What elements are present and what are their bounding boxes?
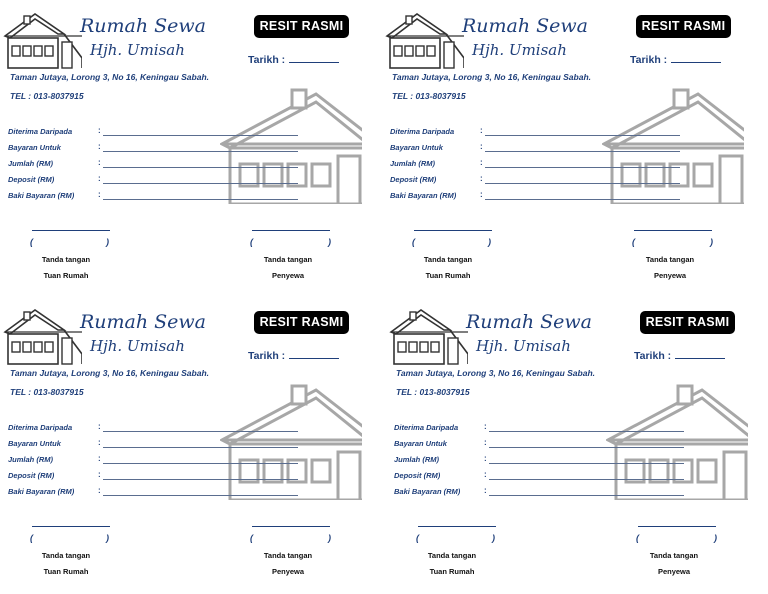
field-colon: : xyxy=(98,142,101,151)
paren-open: ( xyxy=(636,533,639,543)
house-logo-icon xyxy=(384,8,464,72)
field-label-baki: Baki Bayaran (RM) xyxy=(394,487,461,496)
field-line-bayaran xyxy=(485,151,680,152)
signature-line-owner xyxy=(418,526,496,527)
address: Taman Jutaya, Lorong 3, No 16, Keningau Sabah. xyxy=(10,368,210,378)
house-logo-icon xyxy=(388,304,468,368)
field-label-deposit: Deposit (RM) xyxy=(8,175,55,184)
field-line-diterima xyxy=(103,135,298,136)
field-label-baki: Baki Bayaran (RM) xyxy=(390,191,457,200)
official-receipt-badge: RESIT RASMI xyxy=(254,311,349,334)
signature-role-tenant: Penyewa xyxy=(271,567,305,576)
signature-label-owner: Tanda tangan xyxy=(423,255,473,264)
signature-label-owner: Tanda tangan xyxy=(41,255,91,264)
signature-label-tenant: Tanda tangan xyxy=(649,551,699,560)
field-line-deposit xyxy=(103,183,298,184)
owner-name: Hjh. Umisah xyxy=(472,41,567,59)
signature-label-owner: Tanda tangan xyxy=(41,551,91,560)
paren-open: ( xyxy=(30,237,33,247)
field-label-jumlah: Jumlah (RM) xyxy=(8,455,53,464)
field-line-jumlah xyxy=(485,167,680,168)
field-line-deposit xyxy=(103,479,298,480)
house-watermark-icon xyxy=(220,86,362,204)
field-label-jumlah: Jumlah (RM) xyxy=(8,159,53,168)
signature-line-tenant xyxy=(252,526,330,527)
field-label-diterima: Diterima Daripada xyxy=(390,127,455,136)
field-line-deposit xyxy=(485,183,680,184)
field-colon: : xyxy=(98,126,101,135)
signature-role-owner: Tuan Rumah xyxy=(43,271,89,280)
paren-open: ( xyxy=(412,237,415,247)
date-field xyxy=(630,53,721,66)
date-field xyxy=(634,349,725,362)
field-line-baki xyxy=(103,199,298,200)
house-logo-icon xyxy=(2,304,82,368)
paren-close: ) xyxy=(714,533,717,543)
owner-name: Hjh. Umisah xyxy=(90,41,185,59)
signature-line-tenant xyxy=(252,230,330,231)
field-colon: : xyxy=(480,174,483,183)
date-line xyxy=(675,349,725,359)
telephone: TEL : 013-8037915 xyxy=(10,91,84,101)
address: Taman Jutaya, Lorong 3, No 16, Keningau Sabah. xyxy=(10,72,210,82)
field-colon: : xyxy=(480,142,483,151)
field-line-baki xyxy=(103,495,298,496)
field-line-jumlah xyxy=(489,463,684,464)
house-watermark-icon xyxy=(220,382,362,500)
field-line-baki xyxy=(485,199,680,200)
field-line-bayaran xyxy=(103,151,298,152)
field-label-baki: Baki Bayaran (RM) xyxy=(8,487,75,496)
signature-role-owner: Tuan Rumah xyxy=(43,567,89,576)
date-field xyxy=(248,349,339,362)
signature-line-owner xyxy=(32,230,110,231)
signature-line-owner xyxy=(414,230,492,231)
house-watermark-icon xyxy=(602,86,744,204)
telephone: TEL : 013-8037915 xyxy=(10,387,84,397)
brand-title: Rumah Sewa xyxy=(80,15,207,37)
field-label-bayaran: Bayaran Untuk xyxy=(394,439,447,448)
signature-role-owner: Tuan Rumah xyxy=(425,271,471,280)
field-line-diterima xyxy=(103,431,298,432)
receipt-bottom-left xyxy=(2,300,362,592)
signature-label-tenant: Tanda tangan xyxy=(645,255,695,264)
signature-role-tenant: Penyewa xyxy=(657,567,691,576)
paren-open: ( xyxy=(250,237,253,247)
signature-label-tenant: Tanda tangan xyxy=(263,255,313,264)
field-colon: : xyxy=(480,126,483,135)
field-line-diterima xyxy=(489,431,684,432)
field-colon: : xyxy=(98,422,101,431)
field-label-bayaran: Bayaran Untuk xyxy=(8,439,61,448)
field-label-baki: Baki Bayaran (RM) xyxy=(8,191,75,200)
paren-close: ) xyxy=(492,533,495,543)
field-colon: : xyxy=(98,454,101,463)
field-line-jumlah xyxy=(103,167,298,168)
house-watermark-icon xyxy=(606,382,748,500)
signature-role-owner: Tuan Rumah xyxy=(429,567,475,576)
field-label-diterima: Diterima Daripada xyxy=(8,423,73,432)
date-label: Tarikh : xyxy=(248,54,286,66)
field-colon: : xyxy=(484,422,487,431)
field-label-diterima: Diterima Daripada xyxy=(394,423,459,432)
official-receipt-badge: RESIT RASMI xyxy=(640,311,735,334)
paren-open: ( xyxy=(632,237,635,247)
brand-title: Rumah Sewa xyxy=(466,311,593,333)
field-colon: : xyxy=(98,190,101,199)
field-colon: : xyxy=(480,158,483,167)
receipt-top-right xyxy=(384,4,744,296)
owner-name: Hjh. Umisah xyxy=(90,337,185,355)
paren-close: ) xyxy=(106,237,109,247)
field-label-deposit: Deposit (RM) xyxy=(8,471,55,480)
date-label: Tarikh : xyxy=(634,350,672,362)
paren-open: ( xyxy=(250,533,253,543)
signature-label-tenant: Tanda tangan xyxy=(263,551,313,560)
paren-close: ) xyxy=(106,533,109,543)
date-line xyxy=(671,53,721,63)
field-label-jumlah: Jumlah (RM) xyxy=(390,159,435,168)
address: Taman Jutaya, Lorong 3, No 16, Keningau Sabah. xyxy=(392,72,592,82)
signature-role-tenant: Penyewa xyxy=(271,271,305,280)
field-colon: : xyxy=(480,190,483,199)
field-colon: : xyxy=(98,174,101,183)
telephone: TEL : 013-8037915 xyxy=(392,91,466,101)
field-colon: : xyxy=(98,470,101,479)
signature-line-tenant xyxy=(638,526,716,527)
official-receipt-badge: RESIT RASMI xyxy=(636,15,731,38)
field-colon: : xyxy=(98,158,101,167)
signature-line-tenant xyxy=(634,230,712,231)
receipt-bottom-right xyxy=(388,300,748,592)
field-colon: : xyxy=(484,438,487,447)
field-label-bayaran: Bayaran Untuk xyxy=(390,143,443,152)
date-label: Tarikh : xyxy=(248,350,286,362)
signature-role-tenant: Penyewa xyxy=(653,271,687,280)
paren-close: ) xyxy=(710,237,713,247)
field-colon: : xyxy=(98,438,101,447)
date-line xyxy=(289,53,339,63)
address: Taman Jutaya, Lorong 3, No 16, Keningau Sabah. xyxy=(396,368,596,378)
field-label-deposit: Deposit (RM) xyxy=(394,471,441,480)
brand-title: Rumah Sewa xyxy=(80,311,207,333)
signature-line-owner xyxy=(32,526,110,527)
paren-close: ) xyxy=(488,237,491,247)
date-field xyxy=(248,53,339,66)
field-line-bayaran xyxy=(103,447,298,448)
field-line-bayaran xyxy=(489,447,684,448)
paren-open: ( xyxy=(30,533,33,543)
official-receipt-badge: RESIT RASMI xyxy=(254,15,349,38)
house-logo-icon xyxy=(2,8,82,72)
field-line-deposit xyxy=(489,479,684,480)
field-line-diterima xyxy=(485,135,680,136)
field-colon: : xyxy=(98,486,101,495)
receipt-top-left xyxy=(2,4,362,296)
date-label: Tarikh : xyxy=(630,54,668,66)
field-label-jumlah: Jumlah (RM) xyxy=(394,455,439,464)
paren-open: ( xyxy=(416,533,419,543)
field-line-baki xyxy=(489,495,684,496)
paren-close: ) xyxy=(328,533,331,543)
field-label-deposit: Deposit (RM) xyxy=(390,175,437,184)
paren-close: ) xyxy=(328,237,331,247)
field-label-bayaran: Bayaran Untuk xyxy=(8,143,61,152)
field-line-jumlah xyxy=(103,463,298,464)
field-colon: : xyxy=(484,486,487,495)
signature-label-owner: Tanda tangan xyxy=(427,551,477,560)
date-line xyxy=(289,349,339,359)
field-colon: : xyxy=(484,454,487,463)
brand-title: Rumah Sewa xyxy=(462,15,589,37)
field-colon: : xyxy=(484,470,487,479)
telephone: TEL : 013-8037915 xyxy=(396,387,470,397)
field-label-diterima: Diterima Daripada xyxy=(8,127,73,136)
owner-name: Hjh. Umisah xyxy=(476,337,571,355)
